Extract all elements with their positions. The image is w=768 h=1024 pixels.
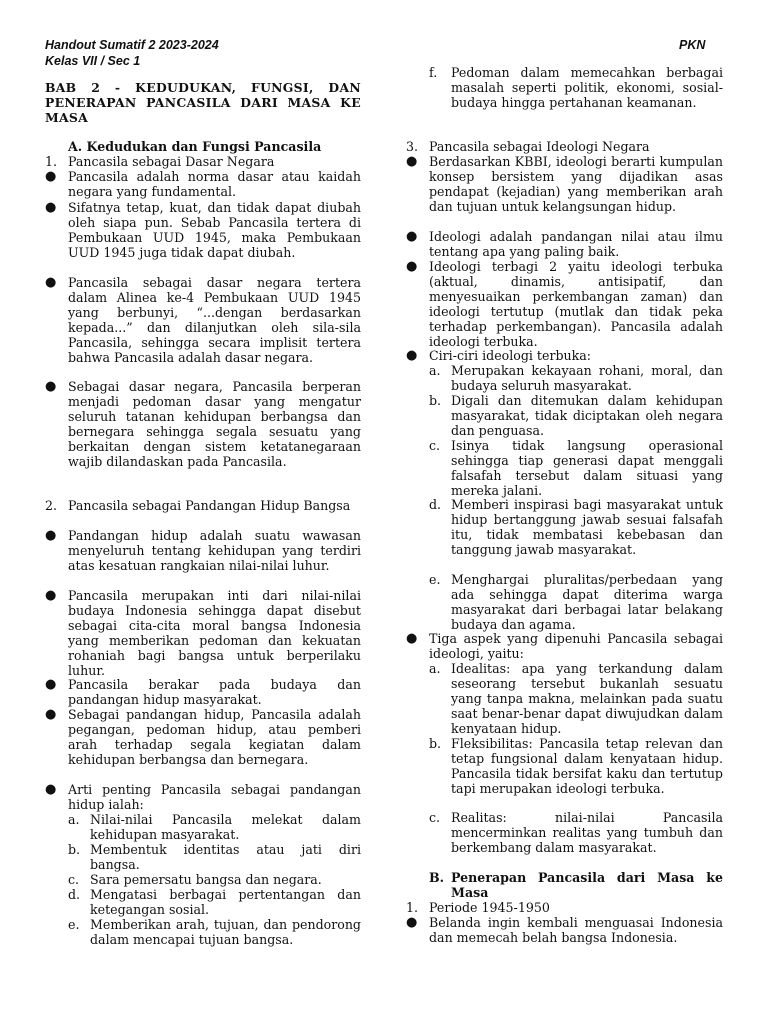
list-item xyxy=(45,169,361,199)
item-letter: b. xyxy=(429,393,442,408)
section-a-heading: A. Kedudukan dan Fungsi Pancasila xyxy=(68,139,322,154)
bullet-text: Arti penting Pancasila sebagai pandangan hidup ialah: xyxy=(68,782,361,813)
item-number: 1. xyxy=(45,154,58,169)
document-title: Handout Sumatif 2 2023-2024 xyxy=(45,38,219,52)
list-item xyxy=(45,379,361,470)
bullet-icon: ● xyxy=(406,229,418,244)
list-item xyxy=(45,200,361,260)
item-number: 3. xyxy=(406,139,419,154)
bullet-icon: ● xyxy=(45,782,57,797)
bullet-icon: ● xyxy=(45,707,57,722)
item-letter: e. xyxy=(429,572,441,587)
list-item xyxy=(45,812,361,842)
list-item xyxy=(406,154,723,214)
item-text: Membentuk identitas atau jati diri bangsa. xyxy=(90,842,361,873)
list-item xyxy=(406,438,723,498)
bullet-icon: ● xyxy=(45,528,57,543)
list-item xyxy=(406,229,723,259)
list-item xyxy=(406,810,723,855)
list-item xyxy=(45,275,361,366)
bullet-icon: ● xyxy=(45,200,57,215)
bullet-icon: ● xyxy=(406,915,418,930)
list-item xyxy=(45,677,361,707)
bullet-icon: ● xyxy=(406,631,418,646)
bullet-text: Berdasarkan KBBI, ideologi berarti kumpulan konsep bersistem yang dijadikan asas pendapat (kejadian) yang memberikan arah dan tujuan untuk kelangsungan hidup. xyxy=(429,154,723,215)
bullet-icon: ● xyxy=(406,259,418,274)
item-letter: d. xyxy=(429,497,442,512)
list-item xyxy=(406,572,723,632)
bullet-text: Sebagai pandangan hidup, Pancasila adalah pegangan, pedoman hidup, atau pemberi arah terhadap segala kegiatan dalam kehidupan berbangsa dan bernegara. xyxy=(68,707,361,768)
item-letter: d. xyxy=(68,887,81,902)
bullet-text: Sebagai dasar negara, Pancasila berperan menjadi pedoman dasar yang mengatur seluruh tatanan kehidupan berbangsa dan bernegara sehingga segala sesuatu yang berkaitan dengan sistem ketatanegaraan wajib dilandaskan pada Pancasila. xyxy=(68,379,361,470)
item-text: Memberi inspirasi bagi masyarakat untuk hidup bertanggung jawab sesuai falsafah itu, tidak membatasi kebebasan dan tanggung jawab masyarakat. xyxy=(451,497,723,558)
item-text: Sara pemersatu bangsa dan negara. xyxy=(90,872,322,887)
list-item xyxy=(406,65,723,110)
section-title: Penerapan Pancasila dari Masa ke Masa xyxy=(451,870,723,901)
item-1-heading xyxy=(45,154,361,169)
item-text: Idealitas: apa yang terkandung dalam seseorang tersebut bukanlah sesuatu yang tanpa makna, melainkan pada suatu saat benar-benar dapat diwujudkan dalam kenyataan hidup. xyxy=(451,661,723,737)
item-letter: b. xyxy=(429,736,442,751)
item-text: Realitas: nilai-nilai Pancasila mencerminkan realitas yang tumbuh dan berkembang dalam masyarakat. xyxy=(451,810,723,856)
list-item xyxy=(406,259,723,350)
item-letter: c. xyxy=(68,872,80,887)
item-letter: a. xyxy=(429,363,441,378)
list-item xyxy=(45,872,361,887)
bullet-text: Ciri-ciri ideologi terbuka: xyxy=(429,348,592,363)
bullet-text: Ideologi terbagi 2 yaitu ideologi terbuka (aktual, dinamis, antisipatif, dan menyesuaikan perkembangan zaman) dan ideologi tertutup (mutlak dan tidak peka terhadap perkembangan). Pancasila adalah ideologi terbuka. xyxy=(429,259,723,350)
item-letter: e. xyxy=(68,917,80,932)
class-label: Kelas VII / Sec 1 xyxy=(45,54,141,68)
bullet-text: Sifatnya tetap, kuat, dan tidak dapat diubah oleh siapa pun. Sebab Pancasila tertera di Pembukaan UUD 1945, maka Pembukaan UUD 1945 juga tidak dapat diubah. xyxy=(68,200,361,261)
item-text: Digali dan ditemukan dalam kehidupan masyarakat, tidak diciptakan oleh negara dan penguasa. xyxy=(451,393,723,439)
subject-label: PKN xyxy=(679,38,706,52)
bullet-icon: ● xyxy=(45,169,57,184)
bullet-text: Pancasila berakar pada budaya dan pandangan hidup masyarakat. xyxy=(68,677,361,708)
list-item xyxy=(406,363,723,393)
bullet-text: Pancasila merupakan inti dari nilai-nilai budaya Indonesia sehingga dapat disebut sebagai cita-cita moral bangsa Indonesia yang memberikan pedoman dan kekuatan rohaniah bagi bangsa untuk berperilaku luhur. xyxy=(68,588,361,679)
bullet-icon: ● xyxy=(45,677,57,692)
bullet-text: Pandangan hidup adalah suatu wawasan menyeluruh tentang kehidupan yang terdiri atas kesatuan rangkaian nilai-nilai luhur. xyxy=(68,528,361,574)
item-letter: a. xyxy=(429,661,441,676)
item-text: Isinya tidak langsung operasional sehingga tiap generasi dapat menggali falsafah tersebut dalam situasi yang mereka jalani. xyxy=(451,438,723,499)
item-text: Pedoman dalam memecahkan berbagai masalah seperti politik, ekonomi, sosial-budaya hingga pertahanan keamanan. xyxy=(451,65,723,111)
bullet-text: Tiga aspek yang dipenuhi Pancasila sebagai ideologi, yaitu: xyxy=(429,631,723,662)
bullet-text: Pancasila adalah norma dasar atau kaidah negara yang fundamental. xyxy=(68,169,361,200)
item-2-heading xyxy=(45,498,361,513)
bullet-icon: ● xyxy=(45,588,57,603)
item-text: Merupakan kekayaan rohani, moral, dan budaya seluruh masyarakat. xyxy=(451,363,723,394)
item-letter: c. xyxy=(429,810,441,825)
list-item xyxy=(45,782,361,812)
list-item xyxy=(406,497,723,557)
bullet-text: Pancasila sebagai dasar negara tertera dalam Alinea ke-4 Pembukaan UUD 1945 yang berbunyi, “...dengan berdasarkan kepada...” dan dilanjutkan oleh sila-sila Pancasila, sehingga secara implisit tertera bahwa Pancasila adalah dasar negara. xyxy=(68,275,361,366)
list-item xyxy=(45,528,361,573)
section-b-heading xyxy=(406,870,723,900)
list-item xyxy=(406,736,723,796)
bullet-icon: ● xyxy=(45,379,57,394)
item-letter: b. xyxy=(68,842,81,857)
period-1-heading xyxy=(406,900,723,915)
bullet-text: Belanda ingin kembali menguasai Indonesia dan memecah belah bangsa Indonesia. xyxy=(429,915,723,946)
list-item xyxy=(406,661,723,736)
item-title: Pancasila sebagai Ideologi Negara xyxy=(429,139,650,154)
item-number: 1. xyxy=(406,900,419,915)
list-item xyxy=(406,393,723,438)
bullet-icon: ● xyxy=(406,154,418,169)
list-item xyxy=(406,348,723,363)
item-text: Fleksibilitas: Pancasila tetap relevan dan tetap fungsional dalam kenyataan hidup. Pancasila tidak bersifat kaku dan tertutup tapi merupakan ideologi terbuka. xyxy=(451,736,723,797)
item-letter: f. xyxy=(429,65,438,80)
item-text: Mengatasi berbagai pertentangan dan ketegangan sosial. xyxy=(90,887,361,918)
item-letter: a. xyxy=(68,812,80,827)
item-text: Menghargai pluralitas/perbedaan yang ada sehingga dapat diterima warga masyarakat dari berbagai latar belakang budaya dan agama. xyxy=(451,572,723,633)
list-item xyxy=(45,707,361,767)
list-item xyxy=(45,842,361,872)
list-item xyxy=(406,631,723,661)
bullet-icon: ● xyxy=(406,348,418,363)
list-item xyxy=(45,887,361,917)
item-letter: c. xyxy=(429,438,441,453)
item-text: Memberikan arah, tujuan, dan pendorong dalam mencapai tujuan bangsa. xyxy=(90,917,361,948)
list-item xyxy=(45,588,361,679)
bullet-text: Ideologi adalah pandangan nilai atau ilmu tentang apa yang paling baik. xyxy=(429,229,723,260)
item-title: Pancasila sebagai Dasar Negara xyxy=(68,154,275,169)
item-text: Nilai-nilai Pancasila melekat dalam kehidupan masyarakat. xyxy=(90,812,361,843)
section-letter: B. xyxy=(429,870,445,885)
item-title: Periode 1945-1950 xyxy=(429,900,550,915)
item-title: Pancasila sebagai Pandangan Hidup Bangsa xyxy=(68,498,351,513)
chapter-title: BAB 2 - KEDUDUKAN, FUNGSI, DAN PENERAPAN PANCASILA DARI MASA KE MASA xyxy=(45,80,361,126)
item-3-heading xyxy=(406,139,723,154)
item-number: 2. xyxy=(45,498,58,513)
list-item xyxy=(406,915,723,945)
bullet-icon: ● xyxy=(45,275,57,290)
list-item xyxy=(45,917,361,947)
